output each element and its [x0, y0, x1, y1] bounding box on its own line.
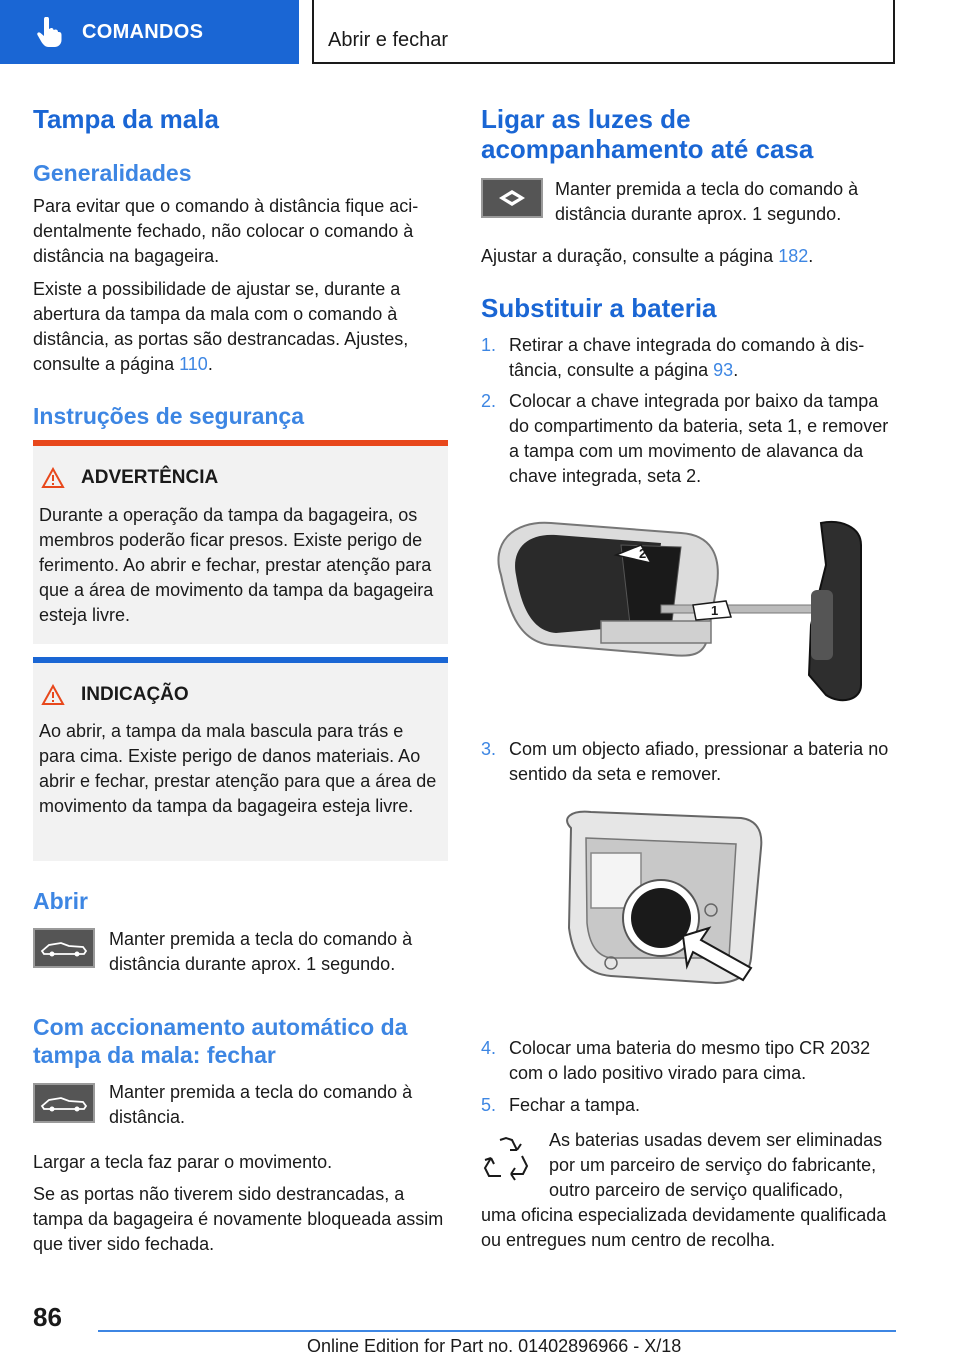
page-link-110[interactable]: 110 — [179, 354, 208, 374]
step-2-number: 2. — [481, 391, 497, 411]
arrow-label-2: 2 — [639, 546, 647, 561]
battery-compartment-illustration — [551, 808, 791, 1003]
warning-text: Durante a operação da tampa da bagageira, os membros poderão ficar presos. Existe perigo de ferimento. Ao abrir e fechar, prestar atenção para que a área de movimento da tampa da bagageira esteja livre. — [39, 505, 434, 625]
step-1-body: Retirar a chave integrada do comando à distância, consulte a página — [509, 335, 865, 380]
general-paragraph-1: Para evitar que o comando à distância fique acidentalmente fechado, não colocar o comando à distância na bagageira. — [33, 196, 419, 266]
recycle-text-2: uma oficina especializada devidamente qualificada ou entregues num centro de recolha. — [481, 1205, 887, 1250]
step-4-text: Colocar uma bateria do mesmo tipo CR 2032 com o lado positivo virado para cima. — [509, 1038, 871, 1083]
step-3-text: Com um objecto afiado, pressionar a bateria no sentido da seta e remover. — [509, 739, 889, 784]
step-1-text — [509, 333, 896, 383]
lights-text: Manter premida a tecla do comando à distância durante aprox. 1 segundo. — [555, 179, 859, 224]
section-title: COMANDOS — [82, 20, 204, 43]
chapter-header — [312, 0, 895, 64]
recycle-icon — [481, 1134, 531, 1184]
page-title: Tampa da mala — [33, 104, 219, 134]
auto-heading-line2: tampa da mala: fechar — [33, 1042, 276, 1068]
home-lights-button-icon — [481, 178, 543, 218]
notice-title — [41, 684, 189, 706]
step-4-number: 4. — [481, 1038, 497, 1058]
step-2-text: Colocar a chave integrada por baixo da tampa do compartimento da bateria, seta 1, e remover a tampa com um movimento de alavanca da chave integrada, seta 2. — [509, 391, 889, 486]
step-1-number: 1. — [481, 335, 497, 355]
page-link-182[interactable]: 182 — [778, 246, 809, 266]
trunk-button-icon — [33, 928, 95, 968]
auto-text: Manter premida a tecla do comando à distância. — [109, 1082, 413, 1127]
trunk-close-button-icon — [33, 1083, 95, 1123]
step-5-text: Fechar a tampa. — [509, 1095, 641, 1115]
step-1-after: . — [733, 360, 739, 380]
step-3-number: 3. — [481, 739, 497, 759]
adjust-text: Ajustar a duração, consulte a página 182. — [481, 246, 814, 266]
pointing-hand-icon — [36, 17, 62, 47]
lights-heading-line1: Ligar as luzes de — [481, 104, 691, 134]
warning-triangle-icon — [41, 467, 65, 489]
notice-title-text: INDICAÇÃO — [81, 684, 189, 705]
page-number: 86 — [33, 1302, 62, 1332]
key-blade-illustration — [481, 505, 896, 710]
page-link-93[interactable]: 93 — [713, 360, 734, 380]
warning-accent-bar — [33, 440, 448, 446]
warning-title-text: ADVERTÊNCIA — [81, 467, 219, 488]
warning-title — [41, 467, 218, 489]
general-paragraph-2: Existe a possibilidade de ajustar se, durante a abertura da tampa da mala com o comando à distância, as portas são destrancadas. Ajustes, consulte a página 110. — [33, 279, 409, 374]
footer-edition: Online Edition for Part no. 01402896966 - X/18 — [307, 1336, 682, 1356]
open-heading: Abrir — [33, 888, 88, 914]
battery-heading: Substituir a bateria — [481, 293, 717, 323]
arrow-label-1: 1 — [711, 603, 719, 618]
notice-accent-bar — [33, 657, 448, 663]
safety-heading: Instruções de segurança — [33, 403, 304, 429]
chapter-title: Abrir e fechar — [328, 29, 449, 51]
adjust-text-body: Ajustar a duração, consulte a página — [481, 246, 779, 266]
footer-rule — [98, 1330, 896, 1332]
general-heading: Generalidades — [33, 160, 192, 186]
notice-text: Ao abrir, a tampa da mala bascula para trás e para cima. Existe perigo de danos materiais. Ao abrir e fechar, prestar atenção para que a área de movimento da tampa da bagageira esteja livre. — [39, 721, 437, 816]
recycle-text: As baterias usadas devem ser eliminadas por um parceiro de serviço do fabricante, outro parceiro de serviço qualificado, — [549, 1130, 883, 1200]
lights-heading-line2: acompanhamento até casa — [481, 134, 814, 164]
section-tab — [0, 0, 299, 64]
step-5-number: 5. — [481, 1095, 497, 1115]
release-text: Largar a tecla faz parar o movimento. — [33, 1152, 333, 1172]
auto-heading-line1: Com accionamento automático da — [33, 1014, 408, 1040]
doors-text: Se as portas não tiverem sido destrancadas, a tampa da bagageira é novamente bloqueada assim que tiver sido fechada. — [33, 1184, 444, 1254]
notice-triangle-icon — [41, 684, 65, 706]
general-paragraph-2-text: Existe a possibilidade de ajustar se, durante a abertura da tampa da mala com o comando à distância, as portas são destrancadas. Ajustes, consulte a página — [33, 279, 409, 374]
open-text: Manter premida a tecla do comando à distância durante aprox. 1 segundo. — [109, 929, 413, 974]
